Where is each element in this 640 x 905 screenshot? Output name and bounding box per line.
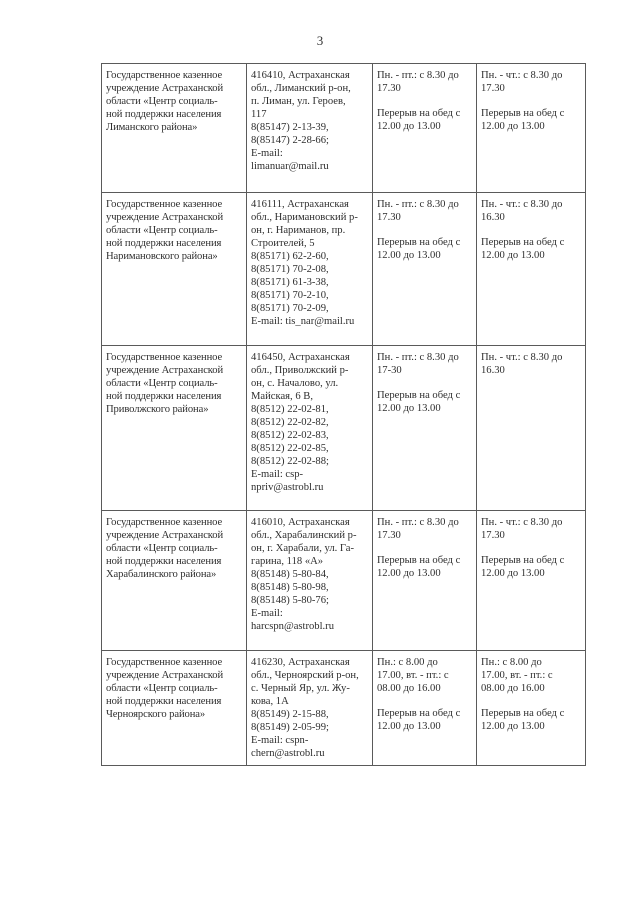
address-line: E-mail: cspn- — [251, 735, 309, 746]
org-line: учреждение Астраханской — [106, 670, 224, 681]
hours_a-line: Пн. - пт.: с 8.30 до — [377, 517, 459, 528]
paragraph-gap — [377, 695, 473, 707]
address-line: 8(85171) 62-2-60, — [251, 251, 329, 262]
lunch_a-line: 12.00 до 13.00 — [377, 121, 441, 132]
hours_b-line: 16.30 — [481, 212, 505, 223]
hours_b-line: 17.00, вт. - пт.: с — [481, 670, 553, 681]
organization-cell — [102, 511, 247, 651]
lunch_b-line: Перерыв на обед с — [481, 108, 565, 119]
address-line: npriv@astrobl.ru — [251, 482, 324, 493]
address-line: 117 — [251, 109, 267, 120]
lunch_a-line: Перерыв на обед с — [377, 108, 461, 119]
hours_a-line: 17.30 — [377, 212, 401, 223]
hours_a-line: 08.00 до 16.00 — [377, 683, 441, 694]
address-line: harcspn@astrobl.ru — [251, 621, 335, 632]
address-line: 8(85148) 5-80-98, — [251, 582, 329, 593]
lunch_a-line: Перерыв на обед с — [377, 390, 461, 401]
org-line: ной поддержки населения — [106, 109, 222, 120]
hours_a-line: Пн.: с 8.00 до — [377, 657, 438, 668]
org-line: Государственное казенное — [106, 517, 223, 528]
address-line: Строителей, 5 — [251, 238, 315, 249]
org-line: Харабалинского района» — [106, 569, 217, 580]
address-line: 8(85148) 5-80-76; — [251, 595, 329, 606]
address-line: обл., Лиманский р-он, — [251, 83, 351, 94]
address-line: limanuar@mail.ru — [251, 161, 329, 172]
paragraph-gap — [481, 224, 582, 236]
address-line: он, г. Харабали, ул. Га- — [251, 543, 355, 554]
hours_b-line: 08.00 до 16.00 — [481, 683, 545, 694]
reception-hours-cell — [477, 511, 586, 651]
org-line: Государственное казенное — [106, 70, 223, 81]
org-line: ной поддержки населения — [106, 696, 222, 707]
lunch_b-line: 12.00 до 13.00 — [481, 121, 545, 132]
page-number: 3 — [316, 33, 324, 48]
org-line: учреждение Астраханской — [106, 83, 224, 94]
lunch_b-line: 12.00 до 13.00 — [481, 721, 545, 732]
hours_a-line: 17.30 — [377, 83, 401, 94]
offices-table-body — [102, 64, 586, 766]
reception-hours-cell — [477, 193, 586, 346]
address-line: с. Черный Яр, ул. Жу- — [251, 683, 350, 694]
lunch_b-line: 12.00 до 13.00 — [481, 568, 545, 579]
address-line: 8(85171) 70-2-09, — [251, 303, 329, 314]
table-row — [102, 64, 586, 193]
org-line: Государственное казенное — [106, 352, 223, 363]
working-hours-cell — [373, 651, 477, 766]
address-line: п. Лиман, ул. Героев, — [251, 96, 346, 107]
address-line: кова, 1А — [251, 696, 289, 707]
working-hours-cell — [373, 346, 477, 511]
reception-hours-cell — [477, 64, 586, 193]
org-line: учреждение Астраханской — [106, 530, 224, 541]
org-line: ной поддержки населения — [106, 556, 222, 567]
address-line: он, г. Нариманов, пр. — [251, 225, 346, 236]
org-line: учреждение Астраханской — [106, 365, 224, 376]
paragraph-gap — [377, 377, 473, 389]
org-line: Черноярского района» — [106, 709, 206, 720]
hours_a-line: 17.00, вт. - пт.: с — [377, 670, 449, 681]
lunch_a-line: 12.00 до 13.00 — [377, 721, 441, 732]
lunch_b-line: Перерыв на обед с — [481, 708, 565, 719]
organization-cell — [102, 346, 247, 511]
org-line: учреждение Астраханской — [106, 212, 224, 223]
lunch_a-line: Перерыв на обед с — [377, 237, 461, 248]
address-line: 8(85147) 2-13-39, — [251, 122, 329, 133]
address-line: 8(85147) 2-28-66; — [251, 135, 329, 146]
address-line: 8(85148) 5-80-84, — [251, 569, 329, 580]
org-line: области «Центр социаль- — [106, 96, 218, 107]
address-line: E-mail: — [251, 608, 283, 619]
hours_b-line: 17.30 — [481, 530, 505, 541]
hours_a-line: Пн. - пт.: с 8.30 до — [377, 70, 459, 81]
lunch_a-line: Перерыв на обед с — [377, 555, 461, 566]
table-row — [102, 346, 586, 511]
org-line: Государственное казенное — [106, 657, 223, 668]
table-row — [102, 651, 586, 766]
address-line: 8(85171) 70-2-08, — [251, 264, 329, 275]
address-line: 416410, Астраханская — [251, 70, 350, 81]
lunch_b-line: 12.00 до 13.00 — [481, 250, 545, 261]
table-row — [102, 511, 586, 651]
address-contacts-cell — [247, 511, 373, 651]
address-line: 8(8512) 22-02-81, — [251, 404, 329, 415]
hours_b-line: Пн.: с 8.00 до — [481, 657, 542, 668]
org-line: области «Центр социаль- — [106, 225, 218, 236]
address-line: 8(85149) 2-15-88, — [251, 709, 329, 720]
lunch_a-line: Перерыв на обед с — [377, 708, 461, 719]
org-line: области «Центр социаль- — [106, 378, 218, 389]
address-contacts-cell — [247, 346, 373, 511]
address-line: обл., Харабалинский р- — [251, 530, 357, 541]
address-contacts-cell — [247, 651, 373, 766]
lunch_a-line: 12.00 до 13.00 — [377, 403, 441, 414]
hours_a-line: 17.30 — [377, 530, 401, 541]
address-line: Майская, 6 В, — [251, 391, 314, 402]
hours_a-line: Пн. - пт.: с 8.30 до — [377, 199, 459, 210]
lunch_b-line: Перерыв на обед с — [481, 555, 565, 566]
address-contacts-cell — [247, 193, 373, 346]
paragraph-gap — [377, 542, 473, 554]
lunch_b-line: Перерыв на обед с — [481, 237, 565, 248]
hours_a-line: 17-30 — [377, 365, 402, 376]
lunch_a-line: 12.00 до 13.00 — [377, 568, 441, 579]
org-line: Приволжского района» — [106, 404, 209, 415]
paragraph-gap — [377, 224, 473, 236]
hours_b-line: Пн. - чт.: с 8.30 до — [481, 352, 563, 363]
reception-hours-cell — [477, 346, 586, 511]
organization-cell — [102, 193, 247, 346]
address-line: 8(8512) 22-02-83, — [251, 430, 329, 441]
address-line: обл., Черноярский р-он, — [251, 670, 359, 681]
address-line: E-mail: tis_nar@mail.ru — [251, 316, 355, 327]
offices-table — [101, 63, 586, 766]
organization-cell — [102, 651, 247, 766]
address-line: 416010, Астраханская — [251, 517, 350, 528]
org-line: ной поддержки населения — [106, 238, 222, 249]
org-line: Лиманского района» — [106, 122, 198, 133]
address-line: 8(85149) 2-05-99; — [251, 722, 329, 733]
address-line: обл., Приволжский р- — [251, 365, 349, 376]
working-hours-cell — [373, 193, 477, 346]
address-line: он, с. Началово, ул. — [251, 378, 339, 389]
hours_b-line: 16.30 — [481, 365, 505, 376]
org-line: Государственное казенное — [106, 199, 223, 210]
working-hours-cell — [373, 64, 477, 193]
hours_b-line: 17.30 — [481, 83, 505, 94]
organization-cell — [102, 64, 247, 193]
hours_b-line: Пн. - чт.: с 8.30 до — [481, 517, 563, 528]
address-line: 8(8512) 22-02-88; — [251, 456, 329, 467]
lunch_a-line: 12.00 до 13.00 — [377, 250, 441, 261]
hours_b-line: Пн. - чт.: с 8.30 до — [481, 199, 563, 210]
address-line: обл., Наримановский р- — [251, 212, 358, 223]
org-line: Наримановского района» — [106, 251, 218, 262]
paragraph-gap — [481, 95, 582, 107]
address-line: 8(85171) 70-2-10, — [251, 290, 329, 301]
paragraph-gap — [481, 695, 582, 707]
address-line: 8(8512) 22-02-85, — [251, 443, 329, 454]
address-line: 8(8512) 22-02-82, — [251, 417, 329, 428]
address-line: 416230, Астраханская — [251, 657, 350, 668]
address-line: 416111, Астраханская — [251, 199, 349, 210]
address-line: гарина, 118 «А» — [251, 556, 324, 567]
address-line: 8(85171) 61-3-38, — [251, 277, 329, 288]
hours_a-line: Пн. - пт.: с 8.30 до — [377, 352, 459, 363]
address-line: E-mail: — [251, 148, 283, 159]
working-hours-cell — [373, 511, 477, 651]
address-line: E-mail: csp- — [251, 469, 304, 480]
hours_b-line: Пн. - чт.: с 8.30 до — [481, 70, 563, 81]
org-line: области «Центр социаль- — [106, 543, 218, 554]
address-line: 416450, Астраханская — [251, 352, 350, 363]
paragraph-gap — [377, 95, 473, 107]
address-contacts-cell — [247, 64, 373, 193]
reception-hours-cell — [477, 651, 586, 766]
org-line: области «Центр социаль- — [106, 683, 218, 694]
table-row — [102, 193, 586, 346]
address-line: chern@astrobl.ru — [251, 748, 325, 759]
paragraph-gap — [481, 542, 582, 554]
org-line: ной поддержки населения — [106, 391, 222, 402]
